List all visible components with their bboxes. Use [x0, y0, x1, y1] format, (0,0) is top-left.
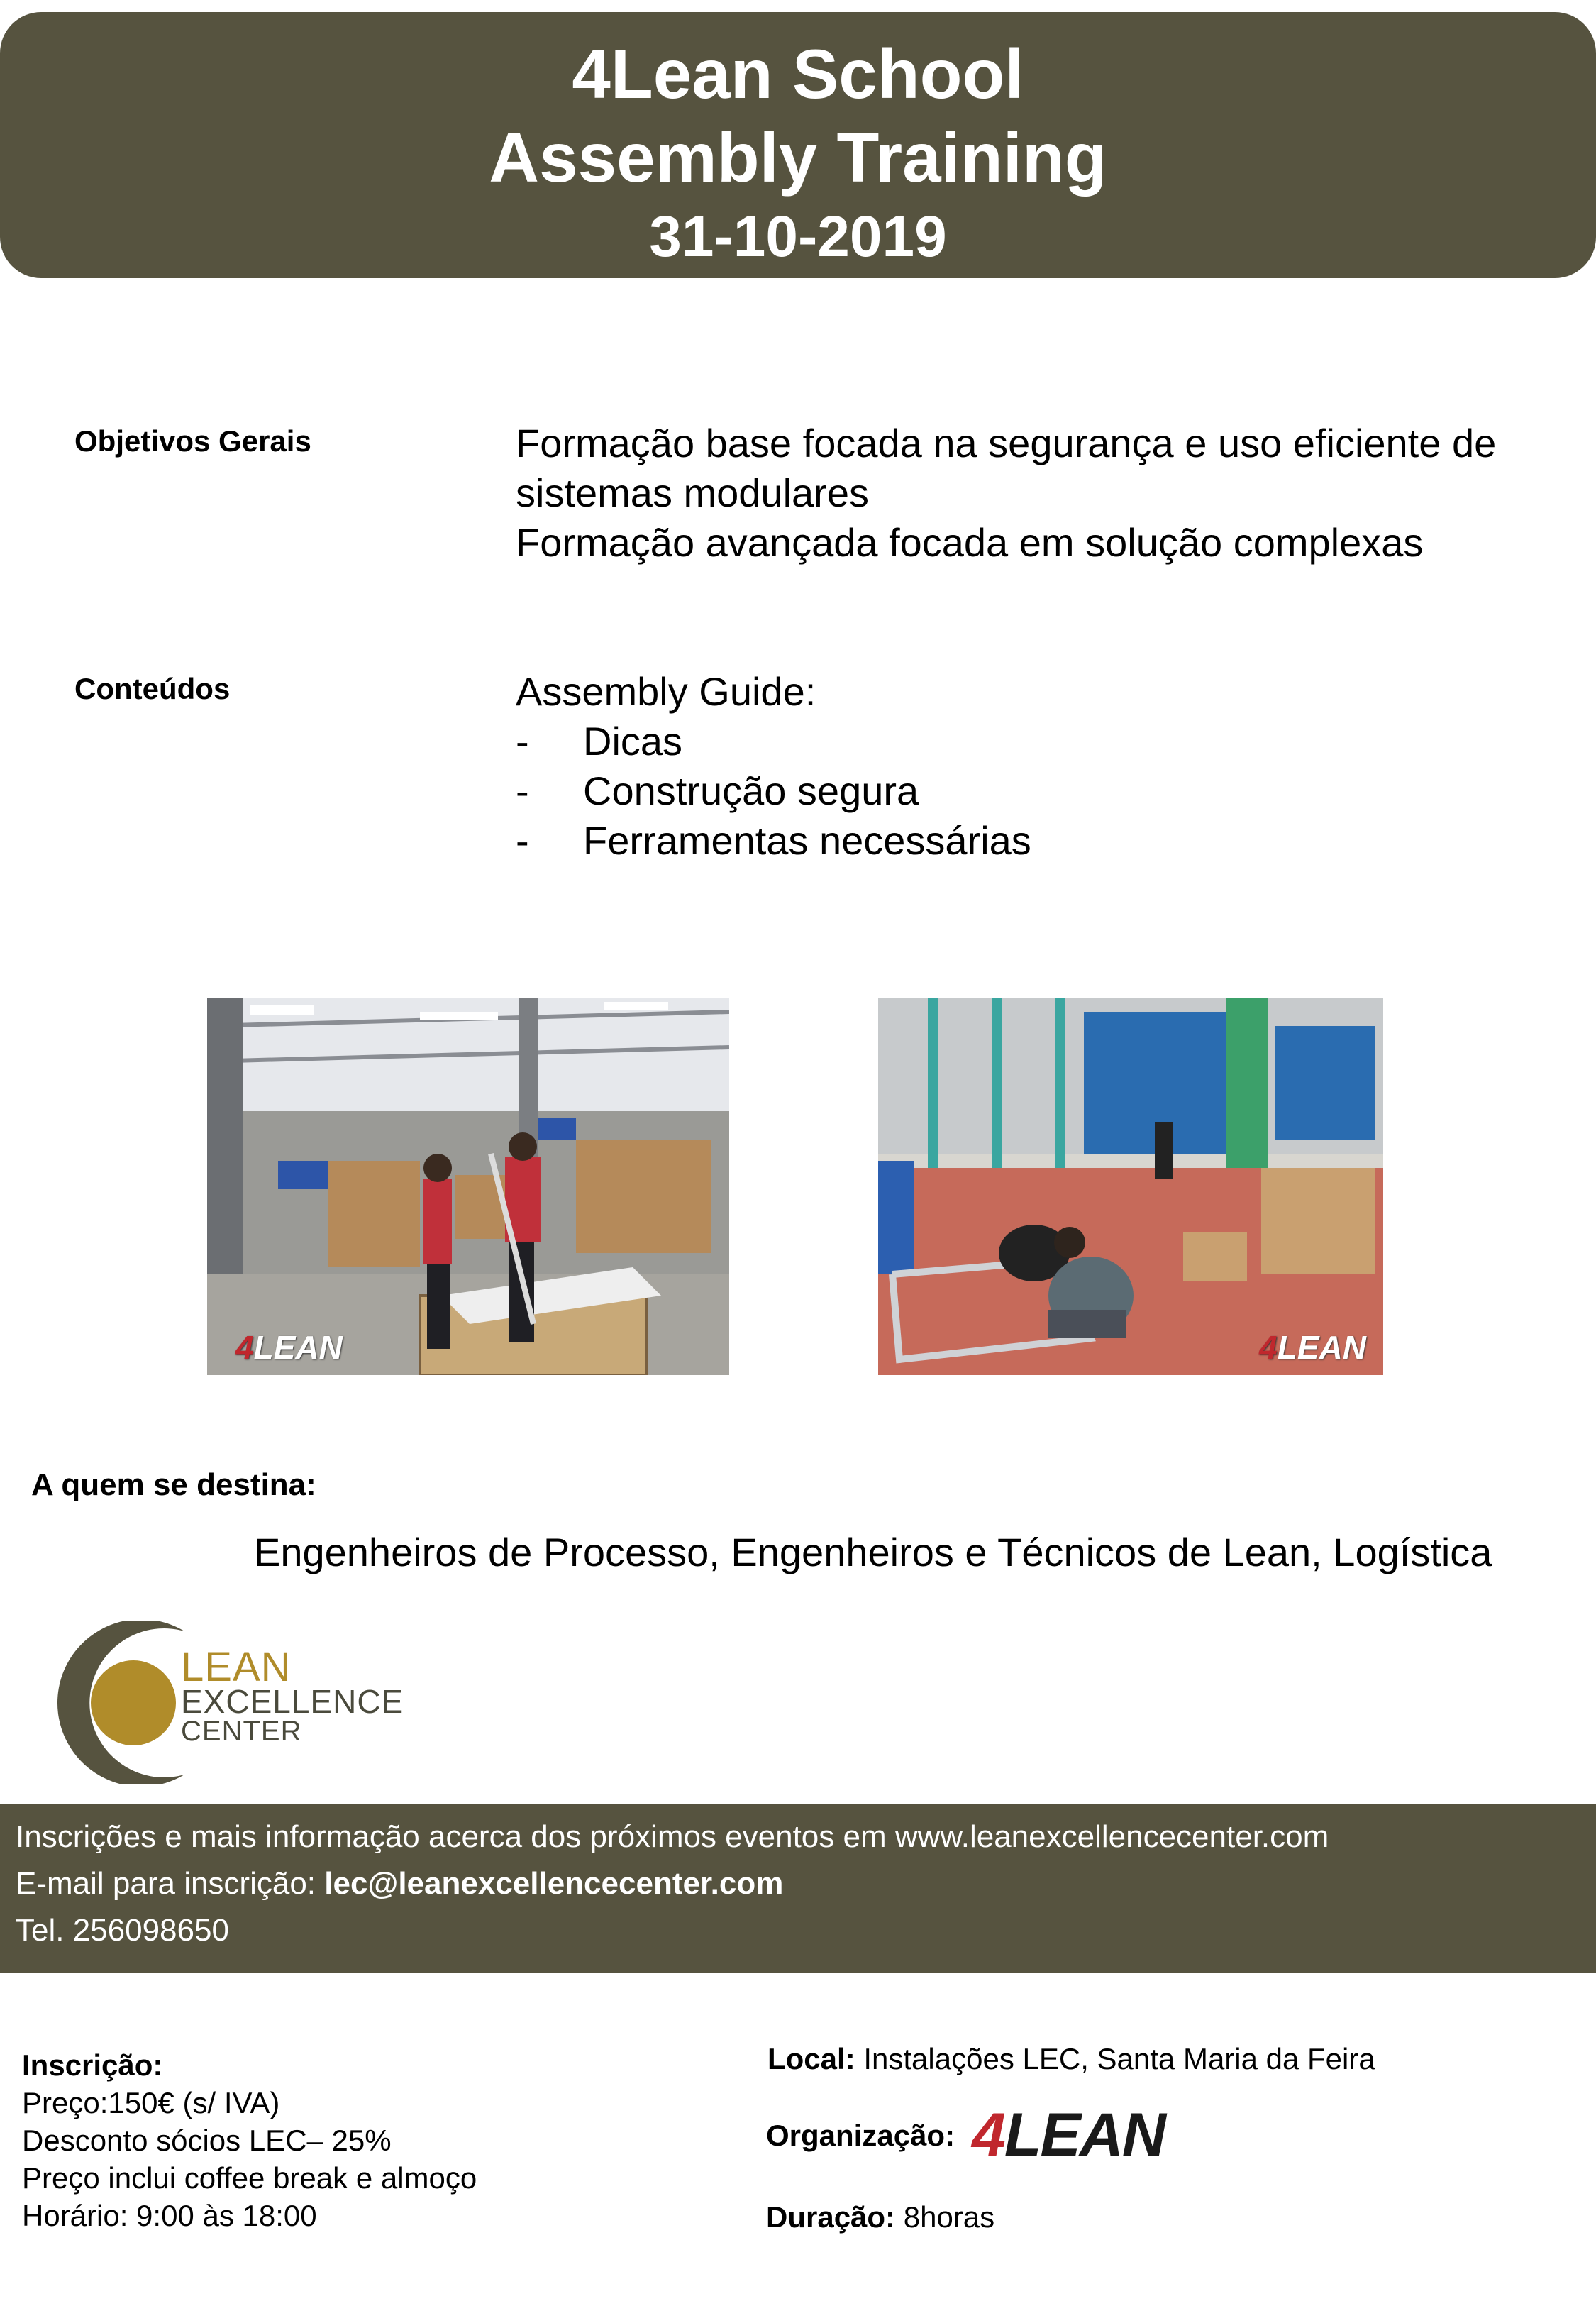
title-line-1: 4Lean School — [572, 35, 1024, 113]
title-line-2: Assembly Training — [489, 118, 1107, 197]
registration-discount: Desconto sócios LEC– 25% — [22, 2124, 392, 2157]
location-value: Instalações LEC, Santa Maria da Feira — [855, 2042, 1375, 2075]
bullet-marker: - — [516, 818, 529, 863]
contents-bullet — [516, 816, 1565, 866]
organization-label: Organização: — [766, 2119, 955, 2152]
email-label: E-mail para inscrição: — [16, 1866, 325, 1901]
contents-bullet — [516, 717, 1565, 766]
training-photo-factory — [878, 998, 1383, 1375]
header-banner — [0, 12, 1596, 278]
registration-schedule: Horário: 9:00 às 18:00 — [22, 2199, 317, 2232]
bullet-text: Dicas — [583, 719, 683, 763]
logo-text-lean: LEAN — [181, 1644, 292, 1690]
registration-includes: Preço inclui coffee break e almoço — [22, 2161, 477, 2195]
duration-value: 8horas — [895, 2200, 995, 2234]
contents-bullet — [516, 766, 1565, 816]
contents-heading: Assembly Guide: — [516, 669, 816, 714]
info-bar — [0, 1804, 1596, 1973]
objectives-line: sistemas modulares — [516, 470, 869, 515]
objectives-label: Objetivos Gerais — [74, 424, 311, 458]
objectives-line: Formação base focada na segurança e uso eficiente de — [516, 421, 1497, 465]
organization-row — [766, 2101, 1165, 2169]
photo-watermark-logo: 4LEAN — [235, 1329, 343, 1366]
audience-text: Engenheiros de Processo, Engenheiros e Técnicos de Lean, Logística — [254, 1530, 1492, 1574]
bullet-text: Ferramentas necessárias — [583, 818, 1031, 863]
objectives-line: Formação avançada focada em solução complexas — [516, 520, 1424, 565]
logo-text-center: CENTER — [181, 1716, 302, 1747]
location-row — [767, 2040, 1375, 2078]
audience-label: A quem se destina: — [31, 1467, 316, 1502]
objectives-text — [516, 419, 1565, 568]
duration-label: Duração: — [766, 2200, 896, 2234]
duration-row — [766, 2198, 994, 2236]
info-website-line: Inscrições e mais informação acerca dos próximos eventos em www.leanexcellencecenter.com — [16, 1819, 1329, 1854]
contents-block — [516, 667, 1565, 866]
registration-price: Preço:150€ (s/ IVA) — [22, 2086, 280, 2119]
bullet-text: Construção segura — [583, 768, 919, 813]
location-label: Local: — [767, 2042, 855, 2075]
contents-label: Conteúdos — [74, 672, 231, 705]
info-phone-line: Tel. 256098650 — [16, 1913, 229, 1948]
email-link[interactable]: lec@leanexcellencecenter.com — [324, 1866, 784, 1901]
4lean-logo: 4LEAN — [972, 2101, 1165, 2169]
bullet-marker: - — [516, 768, 529, 813]
logo-text-excellence: EXCELLENCE — [181, 1683, 404, 1720]
info-email-line — [16, 1866, 783, 1902]
registration-label: Inscrição: — [22, 2048, 163, 2082]
bullet-marker: - — [516, 719, 529, 763]
photo-watermark-logo: 4LEAN — [1259, 1329, 1366, 1366]
training-photo-warehouse — [207, 998, 729, 1375]
event-date: 31-10-2019 — [649, 204, 947, 269]
